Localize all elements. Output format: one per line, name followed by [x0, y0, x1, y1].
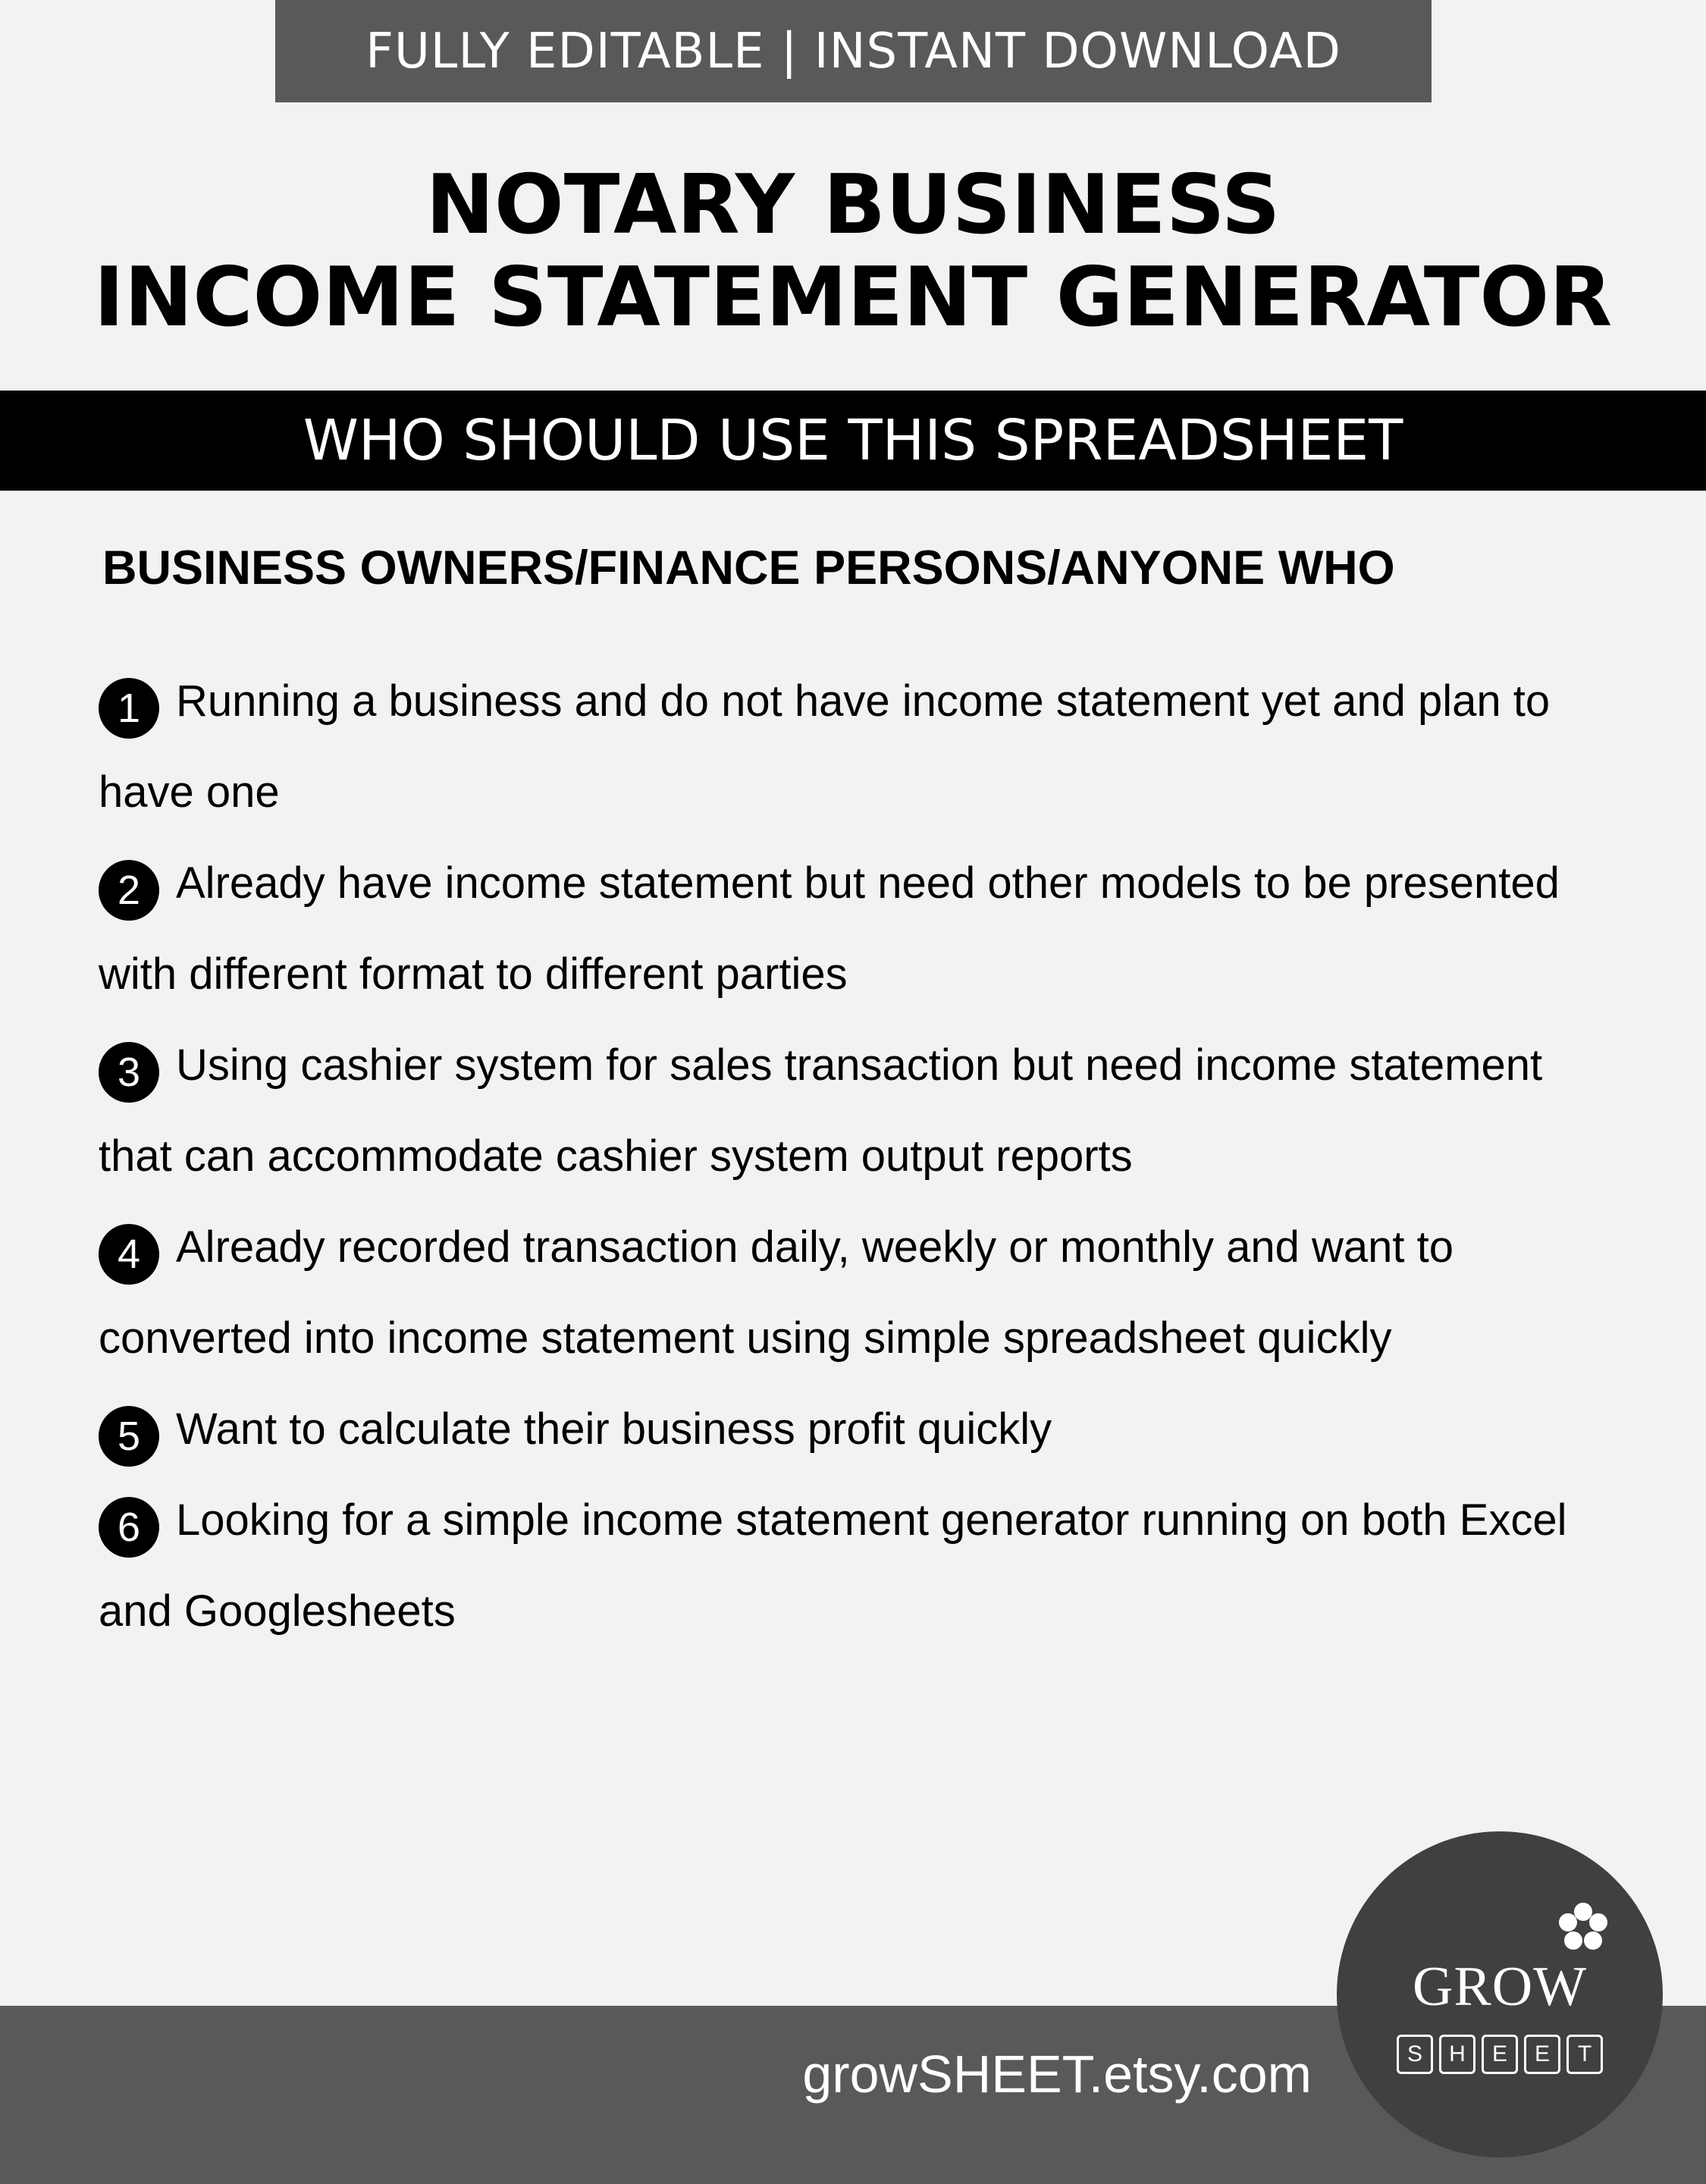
list-item — [99, 1384, 1607, 1475]
list-item — [99, 1475, 1607, 1657]
list-item-text: Looking for a simple income statement generator running on both Excel and Googlesheets — [99, 1495, 1567, 1636]
section-heading: WHO SHOULD USE THIS SPREADSHEET — [303, 408, 1403, 473]
shop-url-link[interactable]: growSHEET.etsy.com — [802, 2044, 1312, 2104]
logo-letter-tiles — [1337, 2035, 1663, 2074]
number-badge-5: 5 — [99, 1406, 159, 1467]
logo-word: GROW — [1412, 1956, 1588, 2018]
list-item — [99, 838, 1607, 1020]
flower-icon — [1557, 1901, 1610, 1954]
audience-list — [99, 656, 1607, 1657]
page-title-line-2: INCOME STATEMENT GENERATOR — [93, 250, 1613, 345]
number-badge-3: 3 — [99, 1042, 159, 1103]
number-badge-6: 6 — [99, 1497, 159, 1558]
logo-letter: E — [1482, 2035, 1518, 2074]
logo-letter: T — [1566, 2035, 1603, 2074]
logo-letter: E — [1524, 2035, 1560, 2074]
page-title — [0, 159, 1706, 344]
number-badge-1: 1 — [99, 678, 159, 739]
top-banner-text: FULLY EDITABLE | INSTANT DOWNLOAD — [365, 23, 1341, 80]
section-heading-bar — [0, 391, 1706, 491]
number-badge-2: 2 — [99, 860, 159, 921]
list-item-text: Using cashier system for sales transaction but need income statement that can accommodate cashier system output reports — [99, 1040, 1543, 1181]
number-badge-4: 4 — [99, 1224, 159, 1285]
audience-heading: BUSINESS OWNERS/FINANCE PERSONS/ANYONE WHO — [102, 541, 1395, 595]
top-banner — [275, 0, 1432, 102]
list-item-text: Already recorded transaction daily, weekly or monthly and want to converted into income statement using simple spreadsheet quickly — [99, 1222, 1454, 1363]
logo-letter: H — [1439, 2035, 1476, 2074]
list-item-text: Already have income statement but need other models to be presented with different format to different parties — [99, 858, 1560, 999]
list-item — [99, 1202, 1607, 1384]
growsheet-logo — [1337, 1831, 1663, 2157]
list-item-text: Running a business and do not have income statement yet and plan to have one — [99, 676, 1551, 817]
list-item — [99, 1020, 1607, 1202]
list-item-text: Want to calculate their business profit quickly — [176, 1404, 1052, 1454]
list-item — [99, 656, 1607, 838]
logo-letter: S — [1397, 2035, 1433, 2074]
page-title-line-1: NOTARY BUSINESS — [425, 158, 1281, 253]
